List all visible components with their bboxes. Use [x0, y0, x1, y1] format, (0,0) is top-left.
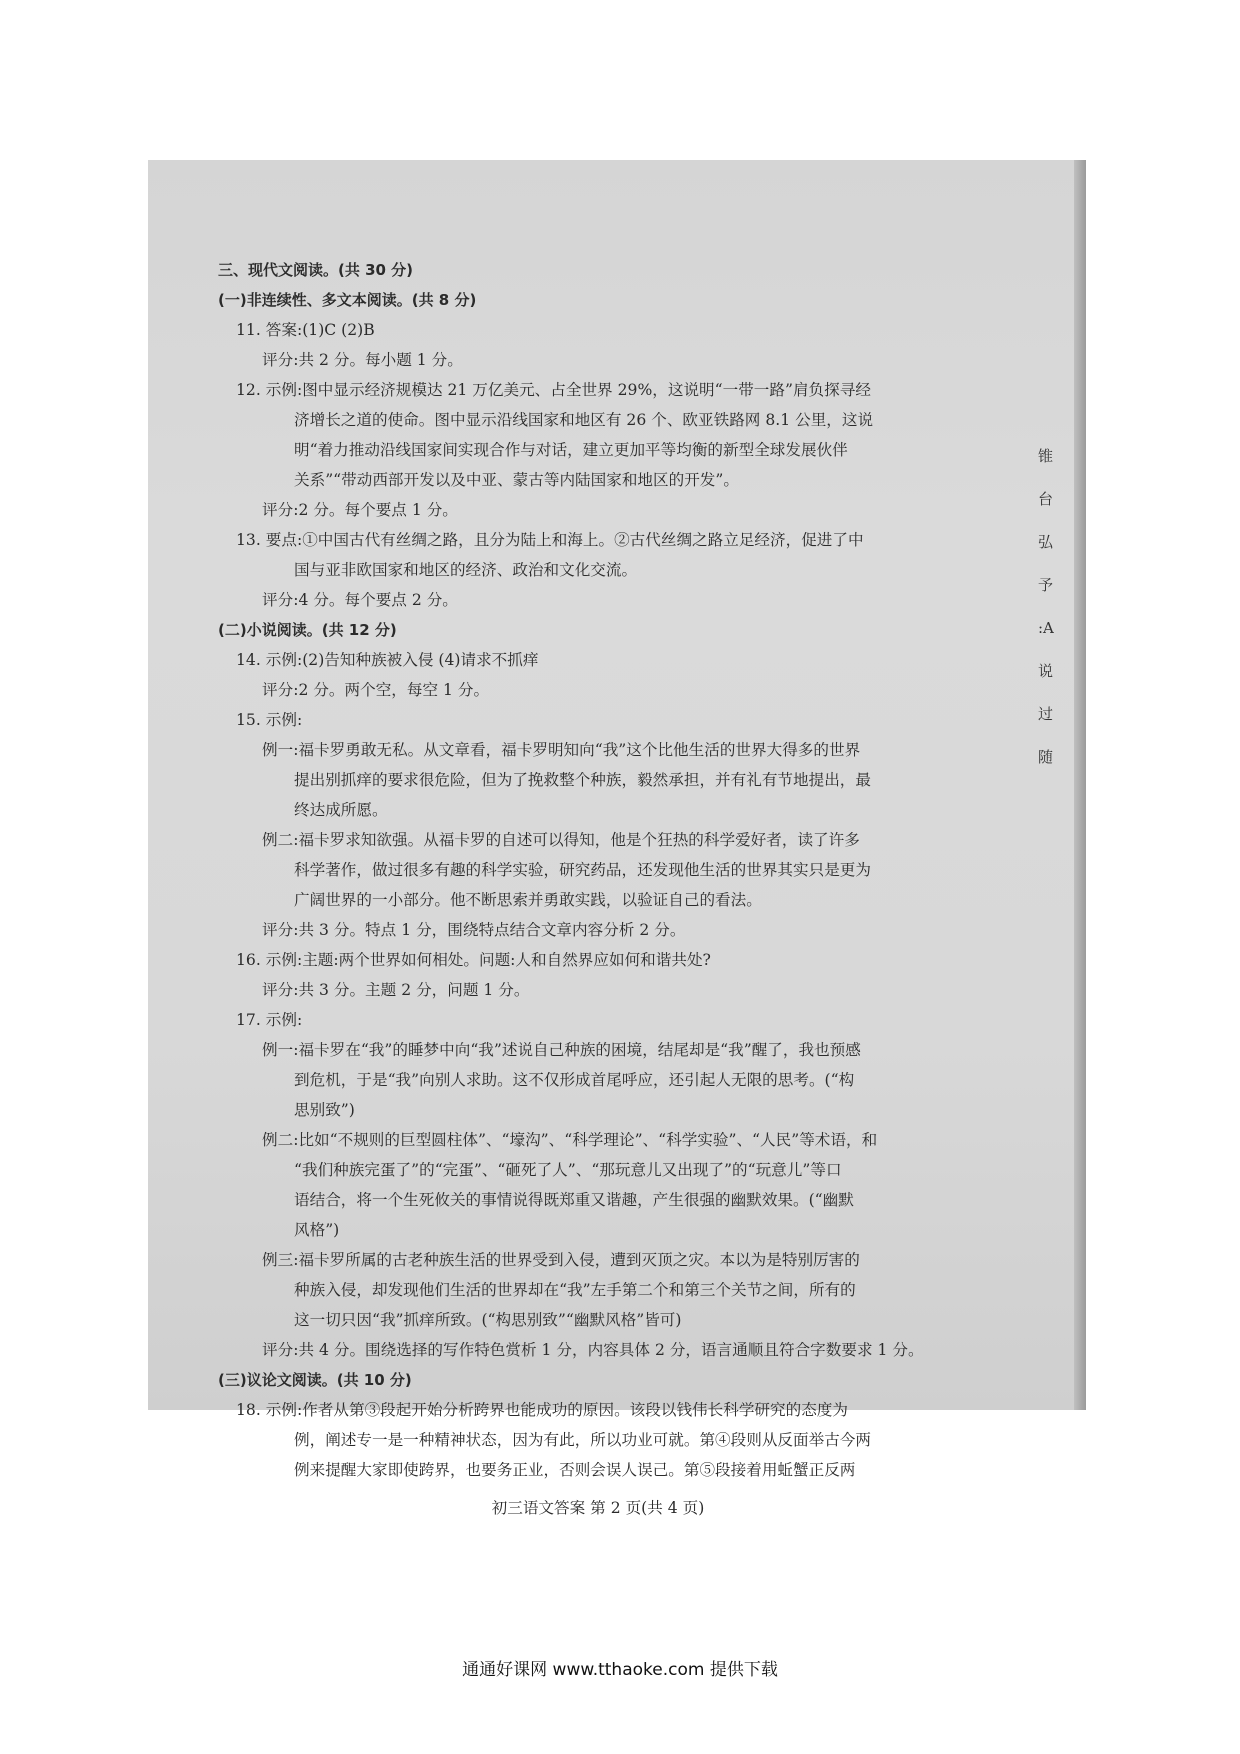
answer-line: 国与亚非欧国家和地区的经济、政治和文化交流。	[294, 561, 638, 579]
answer-line: 11. 答案:(1)C (2)B	[236, 321, 375, 339]
margin-char: :A	[1038, 619, 1054, 637]
answer-line: 例二:福卡罗求知欲强。从福卡罗的自述可以得知，他是个狂热的科学爱好者，读了许多	[262, 831, 860, 849]
answer-line: 例来提醒大家即使跨界，也要务正业，否则会误人误己。第⑤段接着用蚯蟹正反两	[294, 1461, 856, 1479]
answer-line: 18. 示例:作者从第③段起开始分析跨界也能成功的原因。该段以钱伟长科学研究的态度为	[236, 1401, 848, 1419]
answer-line: 评分:4 分。每个要点 2 分。	[262, 591, 458, 609]
answer-line: 评分:2 分。两个空，每空 1 分。	[262, 681, 490, 699]
margin-char: 弘	[1038, 533, 1054, 551]
answer-line: “我们种族完蛋了”的“完蛋”、“砸死了人”、“那玩意儿又出现了”的“玩意儿”等口	[294, 1161, 842, 1179]
answer-line: 14. 示例:(2)告知种族被入侵 (4)请求不抓痒	[236, 651, 539, 669]
photo-edge-shadow	[1074, 160, 1086, 1410]
answer-line: 终达成所愿。	[294, 801, 388, 819]
margin-char: 随	[1038, 748, 1054, 766]
answer-line: 17. 示例:	[236, 1011, 303, 1029]
answer-line: 语结合，将一个生死攸关的事情说得既郑重又谐趣，产生很强的幽默效果。(“幽默	[294, 1191, 854, 1209]
answer-line: 评分:共 2 分。每小题 1 分。	[262, 351, 463, 369]
scanned-photo	[148, 160, 1086, 1517]
answer-line: 例二:比如“不规则的巨型圆柱体”、“壕沟”、“科学理论”、“科学实验”、“人民”等术语，和	[262, 1131, 878, 1149]
page-footer: 初三语文答案 第 2 页(共 4 页)	[491, 1499, 705, 1517]
answer-line: 评分:共 4 分。围绕选择的写作特色赏析 1 分，内容具体 2 分，语言通顺且符合字数要求 1 分。	[262, 1341, 924, 1359]
answer-sheet	[218, 255, 1038, 1523]
margin-char: 锥	[1038, 447, 1054, 465]
answer-line: 例，阐述专一是一种精神状态，因为有此，所以功业可就。第④段则从反面举古今两	[294, 1431, 871, 1449]
margin-char: 台	[1038, 490, 1054, 508]
answer-line: 评分:2 分。每个要点 1 分。	[262, 501, 458, 519]
answer-line: 评分:共 3 分。主题 2 分，问题 1 分。	[262, 981, 530, 999]
answer-line: 广阔世界的一小部分。他不断思索并勇敢实践，以验证自己的看法。	[294, 891, 762, 909]
margin-char: 过	[1038, 705, 1054, 723]
answer-line: 科学著作，做过很多有趣的科学实验，研究药品，还发现他生活的世界其实只是更为	[294, 861, 871, 879]
section-heading: 三、现代文阅读。(共 30 分)	[218, 261, 414, 279]
adjacent-page-edge	[1038, 435, 1068, 779]
answer-line: 16. 示例:主题:两个世界如何相处。问题:人和自然界应如何和谐共处?	[236, 951, 711, 969]
answer-line: 到危机，于是“我”向别人求助。这不仅形成首尾呼应，还引起人无限的思考。(“构	[294, 1071, 855, 1089]
answer-line: 风格”)	[294, 1221, 340, 1239]
download-credit: 通通好课网 www.tthaoke.com 提供下载	[462, 1660, 778, 1680]
answer-line: 提出别抓痒的要求很危险，但为了挽救整个种族，毅然承担，并有礼有节地提出，最	[294, 771, 871, 789]
section-heading: (三)议论文阅读。(共 10 分)	[218, 1371, 412, 1389]
section-heading: (二)小说阅读。(共 12 分)	[218, 621, 397, 639]
answer-line: 关系”“带动西部开发以及中亚、蒙古等内陆国家和地区的开发”。	[294, 471, 739, 489]
answer-line: 例一:福卡罗在“我”的睡梦中向“我”述说自己种族的困境，结尾却是“我”醒了，我也预感	[262, 1041, 861, 1059]
margin-char: 说	[1038, 662, 1054, 680]
answer-line: 12. 示例:图中显示经济规模达 21 万亿美元、占全世界 29%，这说明“一带一路”肩负探寻经	[236, 381, 871, 399]
answer-line: 思别致”)	[294, 1101, 355, 1119]
answer-line: 例三:福卡罗所属的古老种族生活的世界受到入侵，遭到灭顶之灾。本以为是特别厉害的	[262, 1251, 860, 1269]
answer-line: 评分:共 3 分。特点 1 分，围绕特点结合文章内容分析 2 分。	[262, 921, 686, 939]
answer-line: 15. 示例:	[236, 711, 303, 729]
answer-line: 济增长之道的使命。图中显示沿线国家和地区有 26 个、欧亚铁路网 8.1 公里，这说	[294, 411, 874, 429]
section-heading: (一)非连续性、多文本阅读。(共 8 分)	[218, 291, 477, 309]
answer-line: 例一:福卡罗勇敢无私。从文章看，福卡罗明知向“我”这个比他生活的世界大得多的世界	[262, 741, 861, 759]
answer-line: 明“着力推动沿线国家间实现合作与对话，建立更加平等均衡的新型全球发展伙伴	[294, 441, 848, 459]
answer-line: 这一切只因“我”抓痒所致。(“构思别致”“幽默风格”皆可)	[294, 1311, 682, 1329]
margin-char: 予	[1038, 576, 1054, 594]
answer-line: 13. 要点:①中国古代有丝绸之路，且分为陆上和海上。②古代丝绸之路立足经济，促进了中	[236, 531, 864, 549]
answer-line: 种族入侵，却发现他们生活的世界却在“我”左手第二个和第三个关节之间，所有的	[294, 1281, 856, 1299]
